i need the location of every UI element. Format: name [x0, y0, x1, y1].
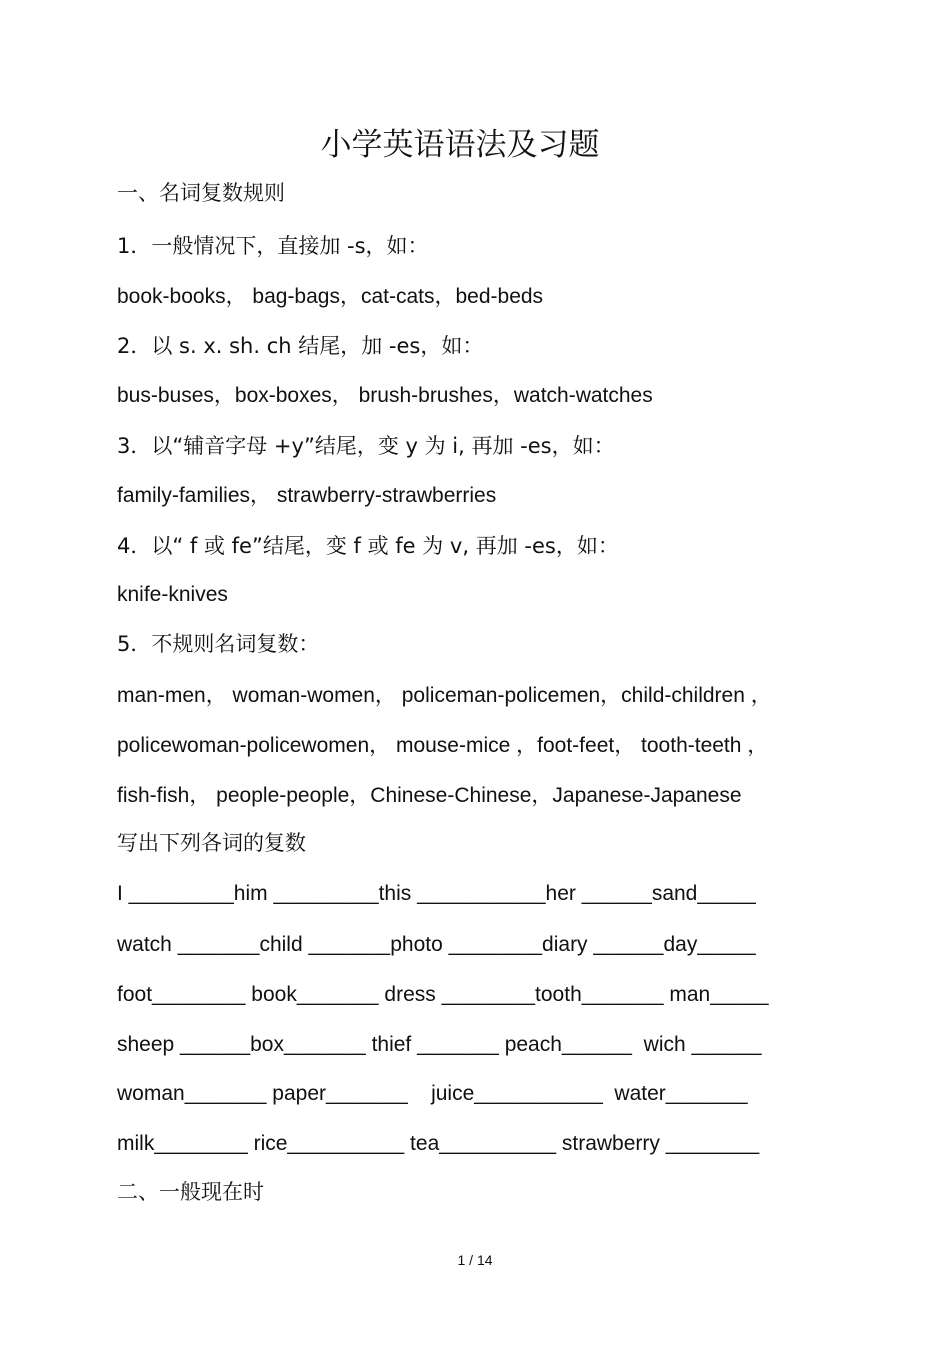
- section-heading-noun-plural: 一、名词复数规则: [117, 181, 285, 205]
- exercise-row: I _________him _________this ___________her ______sand_____: [117, 882, 756, 905]
- rule-4-examples: knife-knives: [117, 583, 228, 606]
- rule-4: 4．以“ f 或 fe”结尾，变 f 或 fe 为 v, 再加 -es，如：: [117, 534, 619, 558]
- exercise-instruction: 写出下列各词的复数: [117, 831, 306, 855]
- exercise-row: watch _______child _______photo ________diary ______day_____: [117, 933, 756, 956]
- exercise-row: sheep ______box_______ thief _______ peach______ wich ______: [117, 1033, 762, 1056]
- irregular-plurals-line-2: policewoman-policewomen， mouse-mice ，foot-feet， tooth-teeth ，: [117, 734, 769, 757]
- rule-3-examples: family-families， strawberry-strawberries: [117, 484, 497, 507]
- rule-2: 2．以 s. x. sh. ch 结尾，加 -es，如：: [117, 334, 484, 358]
- rule-1-examples: book-books， bag-bags，cat-cats，bed-beds: [117, 285, 544, 308]
- rule-3: 3．以“辅音字母 +y”结尾，变 y 为 i, 再加 -es，如：: [117, 434, 615, 458]
- exercise-row: milk________ rice__________ tea__________ strawberry ________: [117, 1132, 760, 1155]
- section-heading-present-simple: 二、一般现在时: [117, 1180, 264, 1204]
- page-number: 1 / 14: [457, 1252, 493, 1268]
- exercise-row: foot________ book_______ dress ________tooth_______ man_____: [117, 983, 769, 1006]
- rule-5: 5．不规则名词复数：: [117, 632, 320, 656]
- exercise-row: woman_______ paper_______ juice___________ water_______: [117, 1082, 748, 1105]
- irregular-plurals-line-1: man-men， woman-women， policeman-policemen，child-children ，: [117, 684, 772, 707]
- irregular-plurals-line-3: fish-fish， people-people，Chinese-Chinese，Japanese-Japanese: [117, 784, 742, 807]
- page-title: 小学英语语法及习题: [320, 127, 600, 163]
- rule-2-examples: bus-buses，box-boxes， brush-brushes，watch-watches: [117, 384, 653, 407]
- rule-1: 1．一般情况下，直接加 -s，如：: [117, 234, 429, 258]
